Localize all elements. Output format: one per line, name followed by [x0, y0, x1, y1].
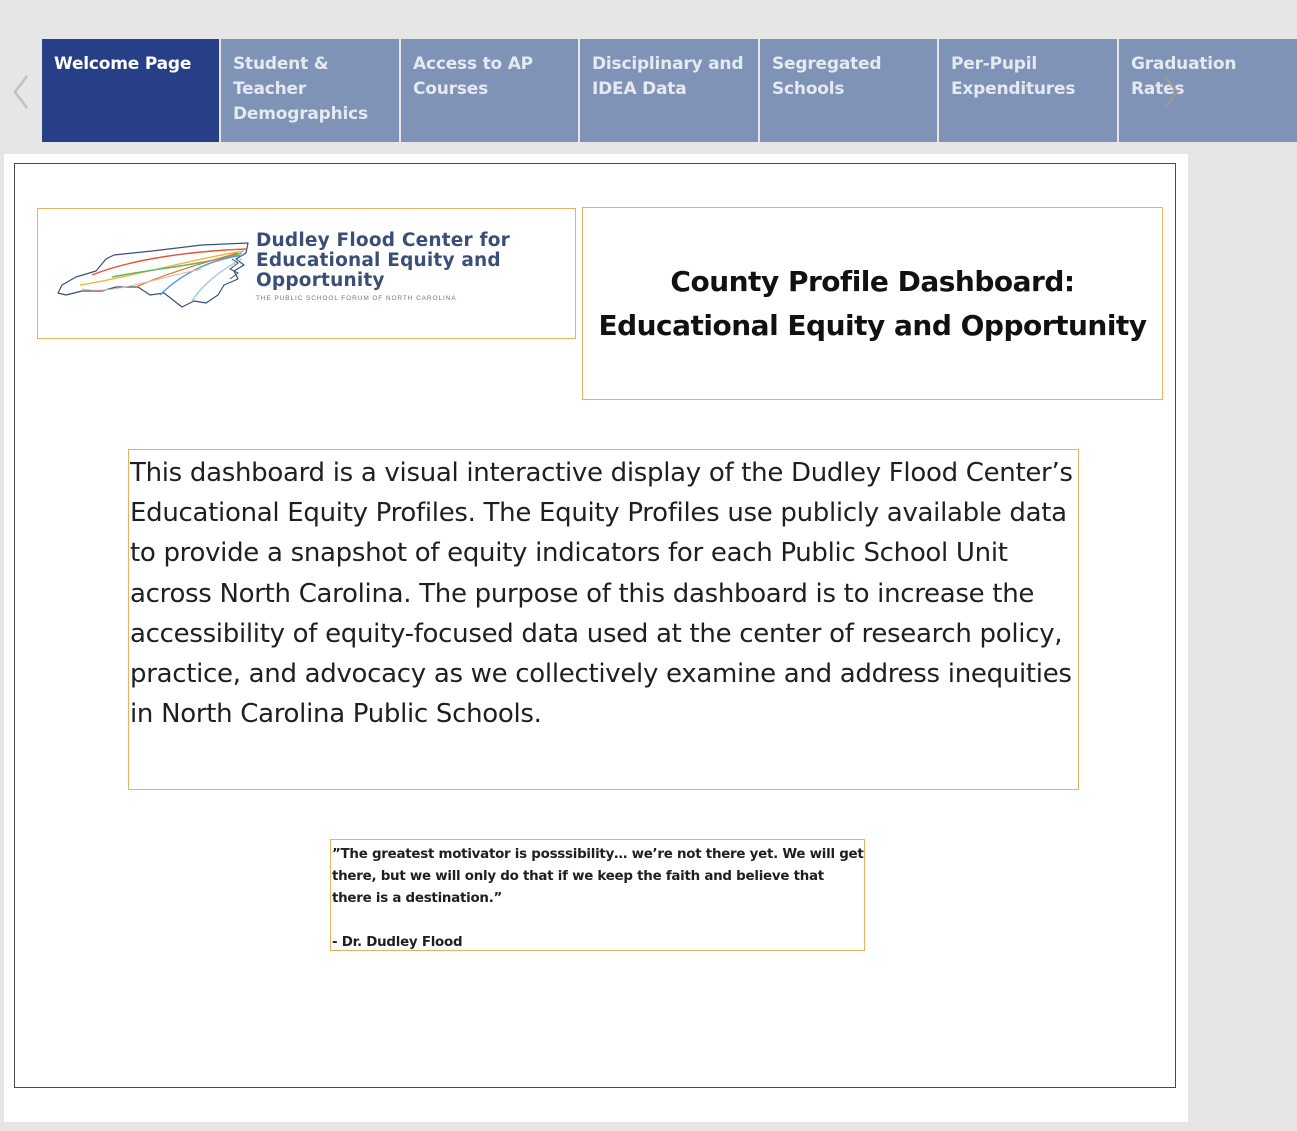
- logo-tagline: THE PUBLIC SCHOOL FORUM OF NORTH CAROLINA: [256, 295, 457, 302]
- tab-access-to-ap-courses[interactable]: Access to AP Courses: [401, 39, 578, 142]
- quote-text: ”The greatest motivator is posssibility… we’re not there yet. We will get there, but we will only do that if we keep the faith and believe that there is a destination.”: [332, 847, 864, 906]
- tab-disciplinary-idea-data[interactable]: Disciplinary and IDEA Data: [580, 39, 758, 142]
- scroll-tabs-right-button[interactable]: [1159, 72, 1183, 112]
- quote-author: - Dr. Dudley Flood: [332, 935, 463, 950]
- description-panel: [128, 449, 1079, 790]
- logo-wordmark: [256, 231, 510, 302]
- tab-student-teacher-demographics[interactable]: Student & Teacher Demographics: [221, 39, 399, 142]
- tab-segregated-schools[interactable]: Segregated Schools: [760, 39, 937, 142]
- logo-name-line-3: Opportunity: [256, 270, 385, 291]
- logo-name-line-2: Educational Equity and: [256, 250, 501, 271]
- logo-panel: [37, 208, 576, 339]
- dashboard-description: This dashboard is a visual interactive display of the Dudley Flood Center’s Educational Equity Profiles. The Equity Profiles use publicly available data to provide a snapshot of equity indicators for each Public School Unit across North Carolina. The purpose of this dashboard is to increase the accessibility of equity-focused data used at the center of research policy, practice, and advocacy as we collectively examine and address inequities in North Carolina Public Schools.: [130, 458, 1073, 730]
- chevron-right-icon: [1159, 72, 1183, 112]
- chevron-left-icon: [9, 72, 33, 112]
- page-title: [598, 260, 1146, 348]
- title-panel: [582, 207, 1163, 400]
- page-title-line-2: Educational Equity and Opportunity: [598, 308, 1147, 342]
- tab-list: [42, 39, 1237, 142]
- quote-panel: [330, 839, 865, 951]
- logo-name-line-1: Dudley Flood Center for: [256, 230, 510, 251]
- dashboard-tab-bar: [0, 0, 1237, 150]
- tab-graduation-rates[interactable]: Graduation Rates: [1119, 39, 1297, 142]
- scroll-tabs-left-button[interactable]: [9, 72, 33, 112]
- page-title-line-1: County Profile Dashboard:: [670, 264, 1075, 298]
- tab-per-pupil-expenditures[interactable]: Per-Pupil Expenditures: [939, 39, 1117, 142]
- north-carolina-map-logo: [52, 229, 252, 319]
- tab-welcome-page[interactable]: Welcome Page: [42, 39, 219, 142]
